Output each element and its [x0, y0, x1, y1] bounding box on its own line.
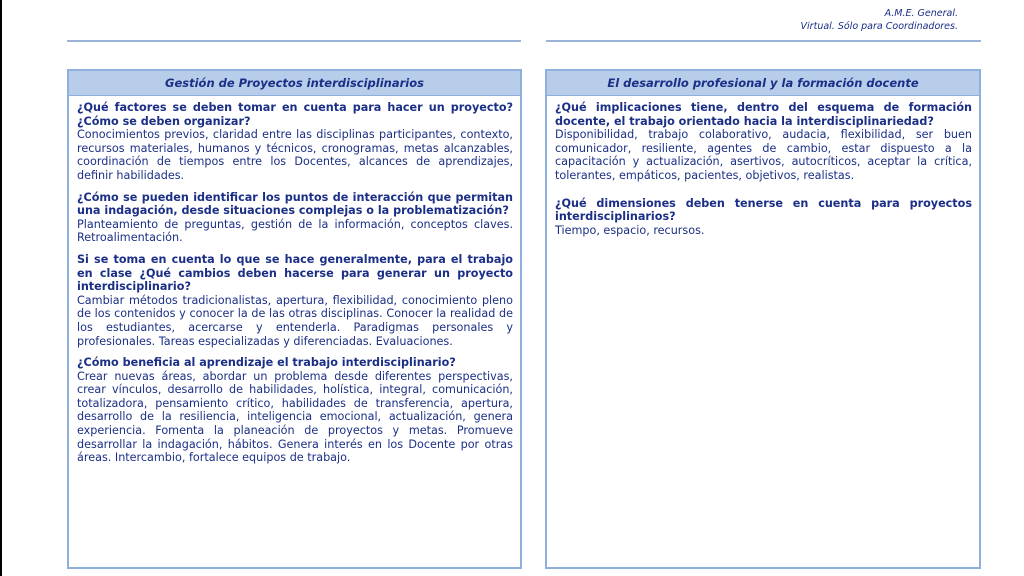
answer: Crear nuevas áreas, abordar un problema desde diferentes perspectivas, crear vínculos, desarrollo de habilidades, holística, integral, comunicación, totalizadora, pensamiento crítico, habilidades de transferencia, apertura, desarrollo de la resiliencia, inteligencia emocional, actualización, genera experiencia. Fomenta la planeación de proyectos y metas. Promueve desarrollar la indagación, hábitos. Genera interés en los Docente por otras áreas. Intercambio, fortalece equipos de trabajo.: [77, 369, 513, 465]
header-line-1: A.M.E. General.: [884, 8, 958, 19]
question: ¿Qué implicaciones tiene, dentro del esquema de formación docente, el trabajo orientado hacia la interdisciplinariedad?: [555, 101, 972, 128]
qa-item: [77, 191, 513, 245]
answer: Tiempo, espacio, recursos.: [555, 223, 705, 237]
qa-item: [77, 356, 513, 465]
qa-item: [77, 253, 513, 348]
right-header-rule: [546, 40, 981, 42]
left-panel: [67, 69, 522, 569]
right-panel-body: [547, 96, 979, 237]
question: ¿Qué dimensiones deben tenerse en cuenta para proyectos interdisciplinarios?: [555, 196, 972, 224]
header-line-2: Virtual. Sólo para Coordinadores.: [800, 21, 958, 32]
qa-item: [555, 101, 972, 183]
question: ¿Qué factores se deben tomar en cuenta para hacer un proyecto? ¿Cómo se deben organizar?: [77, 101, 513, 128]
left-panel-body: [69, 96, 520, 465]
question: ¿Cómo se pueden identificar los puntos de interacción que permitan una indagación, desde situaciones complejas o la problematización?: [77, 190, 513, 218]
answer: Planteamiento de preguntas, gestión de la información, conceptos claves. Retroalimentación.: [77, 217, 513, 245]
answer: Disponibilidad, trabajo colaborativo, audacia, flexibilidad, ser buen comunicador, resiliente, agentes de cambio, estar dispuesto a la capacitación y actualización, asertivos, autocríticos, aceptar la crítica, tolerantes, empáticos, pacientes, objetivos, realistas.: [555, 128, 972, 182]
answer: Cambiar métodos tradicionalistas, apertura, flexibilidad, conocimiento pleno de los contenidos y conocer la de las otras disciplinas. Conocer la realidad de los estudiantes, acercarse y entenderla. Paradigmas personales y profesionales. Tareas especializadas y diferenciadas. Evaluaciones.: [77, 293, 513, 348]
left-panel-title: Gestión de Proyectos interdisciplinarios: [69, 71, 520, 96]
right-panel-title: El desarrollo profesional y la formación docente: [547, 71, 979, 96]
question: ¿Cómo beneficia al aprendizaje el trabajo interdisciplinario?: [77, 356, 456, 370]
qa-item: [555, 197, 972, 238]
answer: Conocimientos previos, claridad entre las disciplinas participantes, contexto, recursos materiales, humanos y técnicos, cronogramas, metas alcanzables, coordinación de tiempos entre los Docentes, alcances de aprendizajes, definir habilidades.: [77, 128, 513, 182]
left-header-rule: [67, 40, 521, 42]
right-panel: [545, 69, 981, 569]
page-header: [801, 7, 958, 33]
qa-item: [77, 101, 513, 183]
question: Si se toma en cuenta lo que se hace generalmente, para el trabajo en clase ¿Qué cambios deben hacerse para generar un proyecto interdisciplinario?: [77, 252, 513, 294]
left-border-line: [0, 0, 2, 576]
